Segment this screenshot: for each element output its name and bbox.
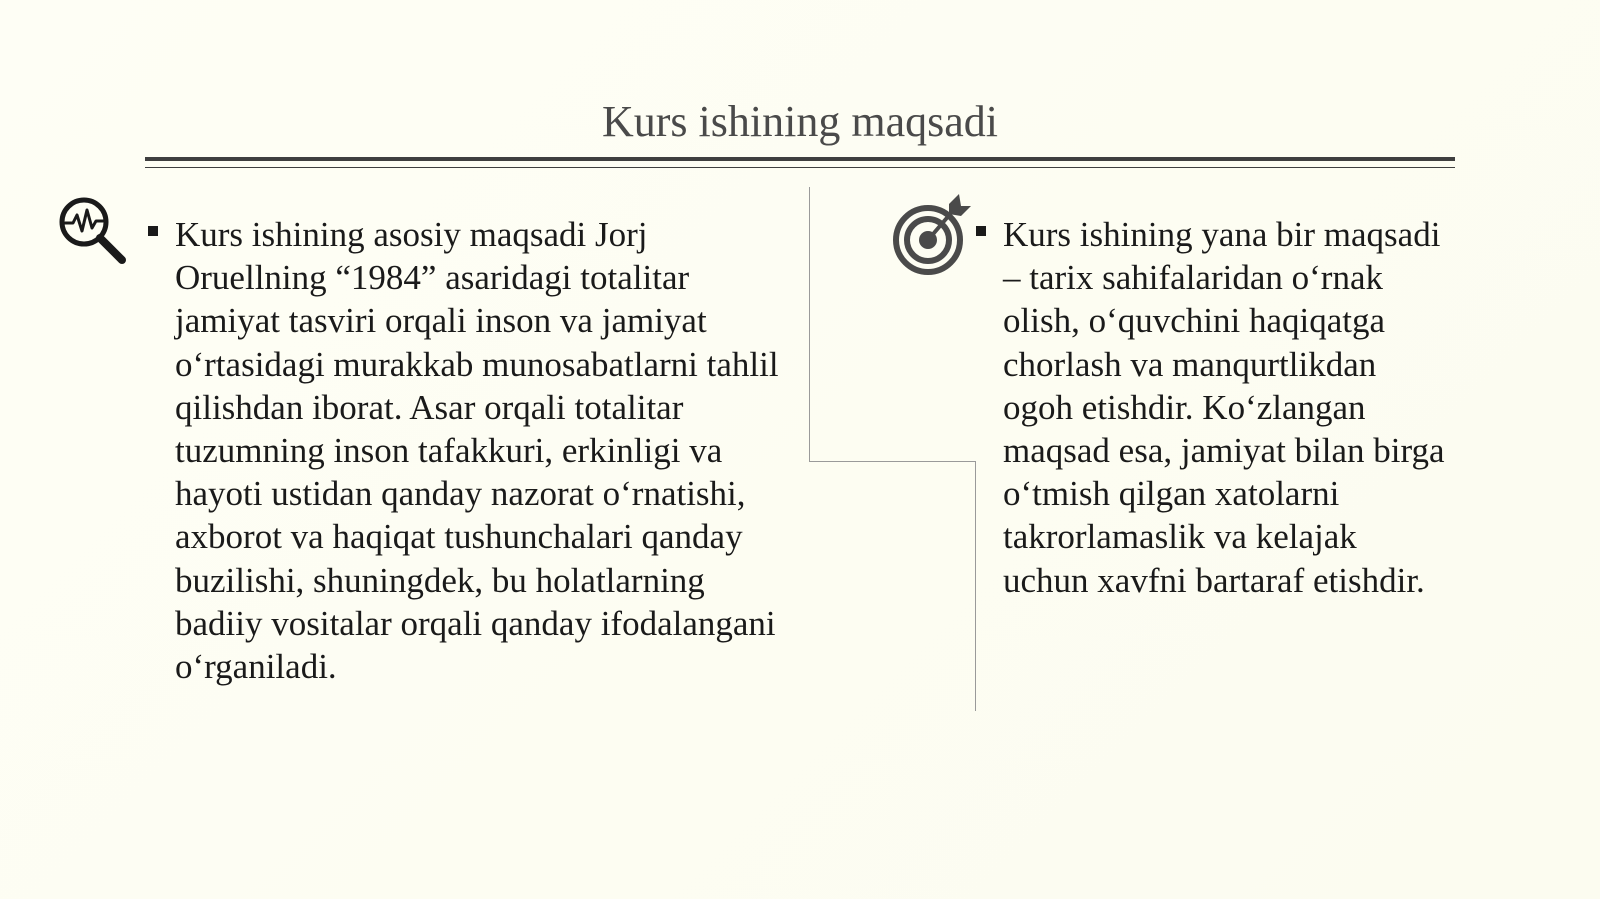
target-arrow-icon [893,192,971,284]
slide-title: Kurs ishining maqsadi [602,97,998,146]
title-rule-thin [145,167,1455,168]
connector-line-vertical-left [809,187,810,461]
magnifier-pulse-icon [54,192,130,268]
title-rule-thick [145,157,1455,161]
bullet-square-icon [976,226,986,236]
bullet-item-right [976,213,1446,602]
bullet-text-right: Kurs ishining yana bir maqsadi – tarix sahifalaridan o‘rnak olish, o‘quvchini haqiqatga chorlash va manqurtlikdan ogoh etishdir. Ko‘zlangan maqsad esa, jamiyat bilan birga o‘tmish qilgan xatolarni takrorlamaslik va kelajak uchun xavfni bartaraf etishdir. [1003,215,1445,600]
bullet-square-icon [148,226,158,236]
bullet-item-left [148,213,788,688]
connector-line-horizontal [809,461,975,462]
bullet-text-left: Kurs ishining asosiy maqsadi Jorj Oruellning “1984” asaridagi totalitar jamiyat tasviri orqali inson va jamiyat o‘rtasidagi murakkab munosabatlarni tahlil qilishdan iborat. Asar orqali totalitar tuzumning inson tafakkuri, erkinligi va hayoti ustidan qanday nazorat o‘rnatishi, axborot va haqiqat tushunchalari qanday buzilishi, shuningdek, bu holatlarning badiiy vositalar orqali qanday ifodalangani o‘rganiladi. [175,215,779,687]
